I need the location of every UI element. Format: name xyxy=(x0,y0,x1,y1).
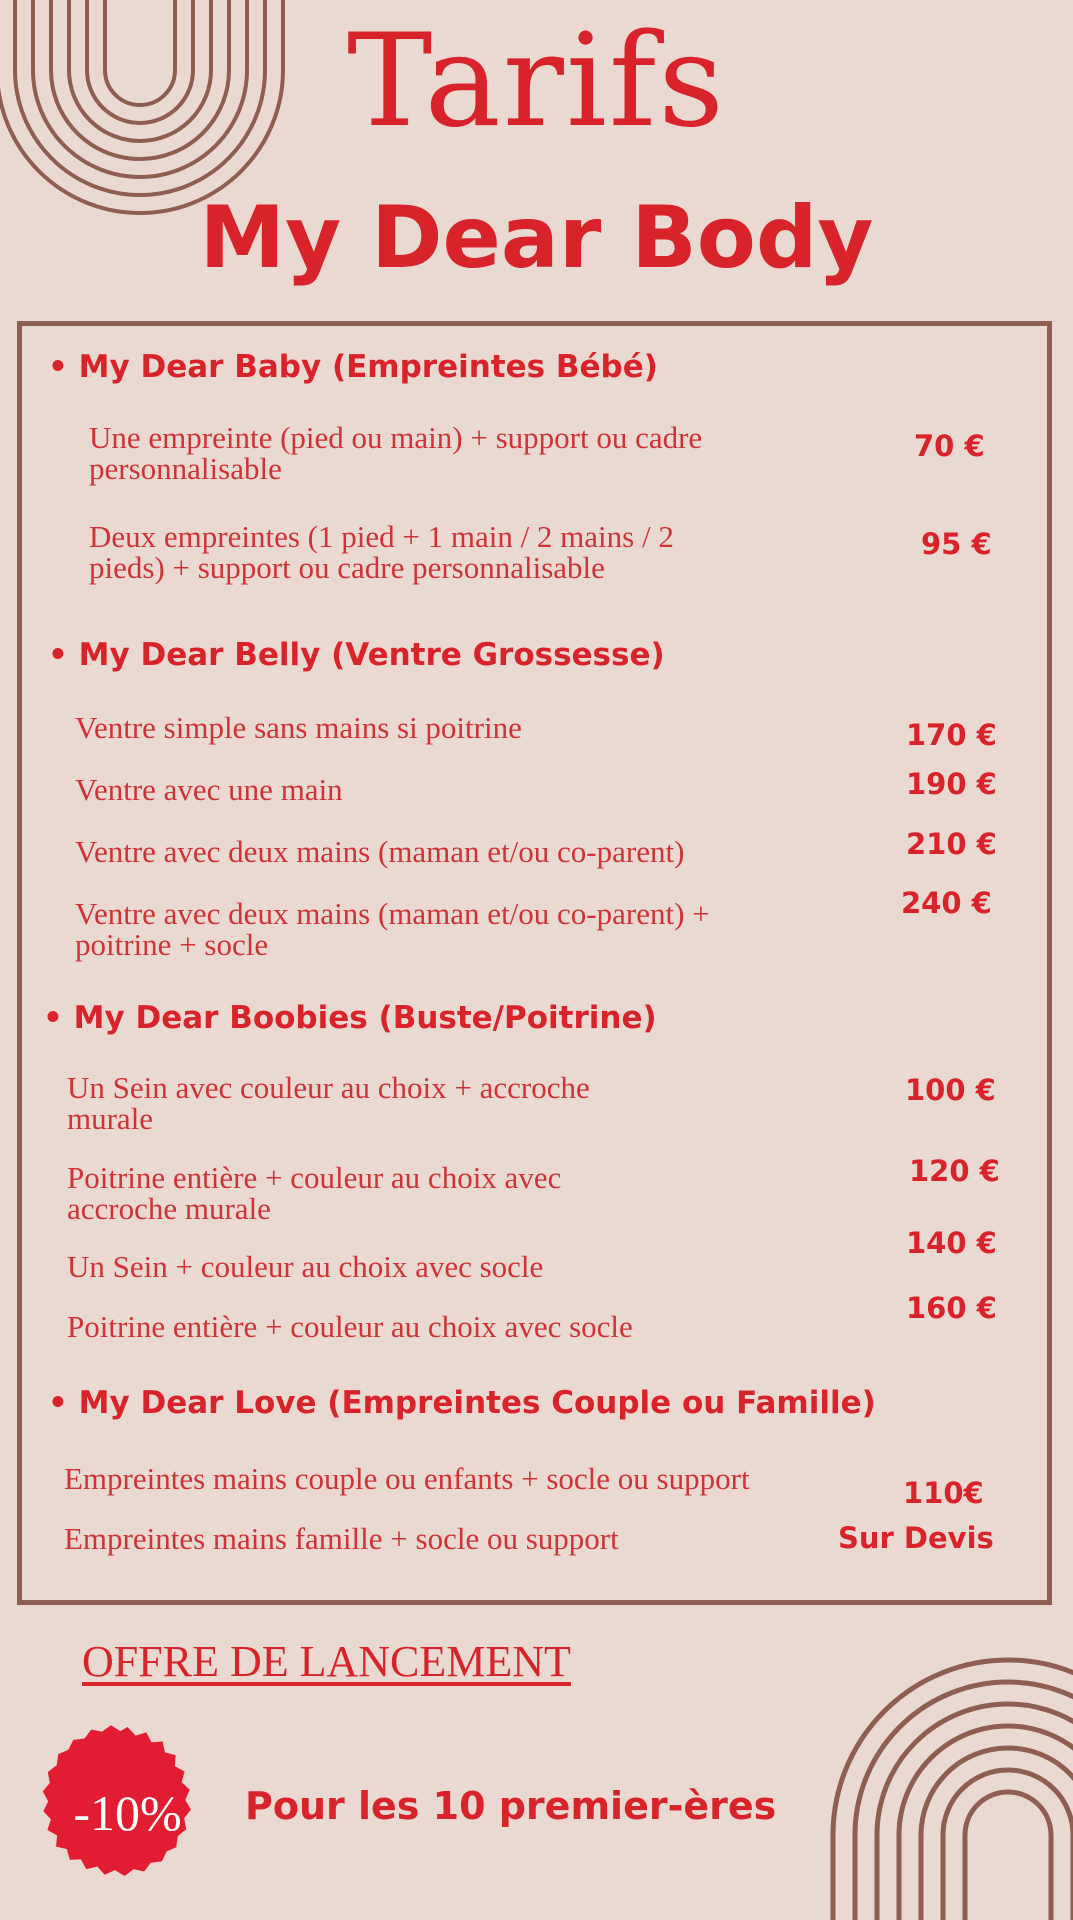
section-title-belly: • My Dear Belly (Ventre Grossesse) xyxy=(48,637,665,673)
item-description: Un Sein + couleur au choix avec socle xyxy=(67,1249,544,1284)
offer-description: Pour les 10 premier-ères xyxy=(245,1784,777,1828)
item-price: 190 € xyxy=(906,767,997,801)
item-description: Poitrine entière + couleur au choix avec accroche murale xyxy=(67,1160,562,1226)
item-price: 240 € xyxy=(901,886,992,920)
item-price: 210 € xyxy=(906,827,997,861)
item-price: 120 € xyxy=(909,1154,1000,1188)
item-description: Ventre avec deux mains (maman et/ou co-parent) xyxy=(75,834,685,869)
offer-heading: OFFRE DE LANCEMENT xyxy=(82,1637,571,1686)
item-description: Ventre avec deux mains (maman et/ou co-parent) + poitrine + socle xyxy=(75,896,710,962)
item-price: 95 € xyxy=(921,527,992,561)
item-description: Empreintes mains famille + socle ou support xyxy=(64,1521,619,1556)
section-title-boobies: • My Dear Boobies (Buste/Poitrine) xyxy=(43,1000,657,1036)
item-price: 160 € xyxy=(906,1291,997,1325)
item-description: Poitrine entière + couleur au choix avec socle xyxy=(67,1309,633,1344)
item-price: 170 € xyxy=(906,718,997,752)
item-price: 70 € xyxy=(914,429,985,463)
item-description: Ventre simple sans mains si poitrine xyxy=(75,710,522,745)
discount-badge xyxy=(40,1725,215,1900)
section-title-baby: • My Dear Baby (Empreintes Bébé) xyxy=(48,349,658,385)
page-title: Tarifs xyxy=(347,7,726,156)
item-price: Sur Devis xyxy=(838,1521,994,1555)
decorative-arches-bottom-right xyxy=(813,1635,1073,1920)
item-description: Un Sein avec couleur au choix + accroche murale xyxy=(67,1070,590,1136)
brand-name: My Dear Body xyxy=(199,188,874,288)
item-price: 100 € xyxy=(905,1073,996,1107)
item-description: Empreintes mains couple ou enfants + socle ou support xyxy=(64,1461,750,1496)
item-description: Une empreinte (pied ou main) + support ou cadre personnalisable xyxy=(89,420,703,486)
item-price: 110€ xyxy=(903,1476,984,1510)
section-title-love: • My Dear Love (Empreintes Couple ou Famille) xyxy=(48,1385,876,1421)
item-price: 140 € xyxy=(906,1226,997,1260)
item-description: Ventre avec une main xyxy=(75,772,343,807)
item-description: Deux empreintes (1 pied + 1 main / 2 mains / 2 pieds) + support ou cadre personnalisable xyxy=(89,519,674,585)
discount-value: -10% xyxy=(73,1784,182,1841)
